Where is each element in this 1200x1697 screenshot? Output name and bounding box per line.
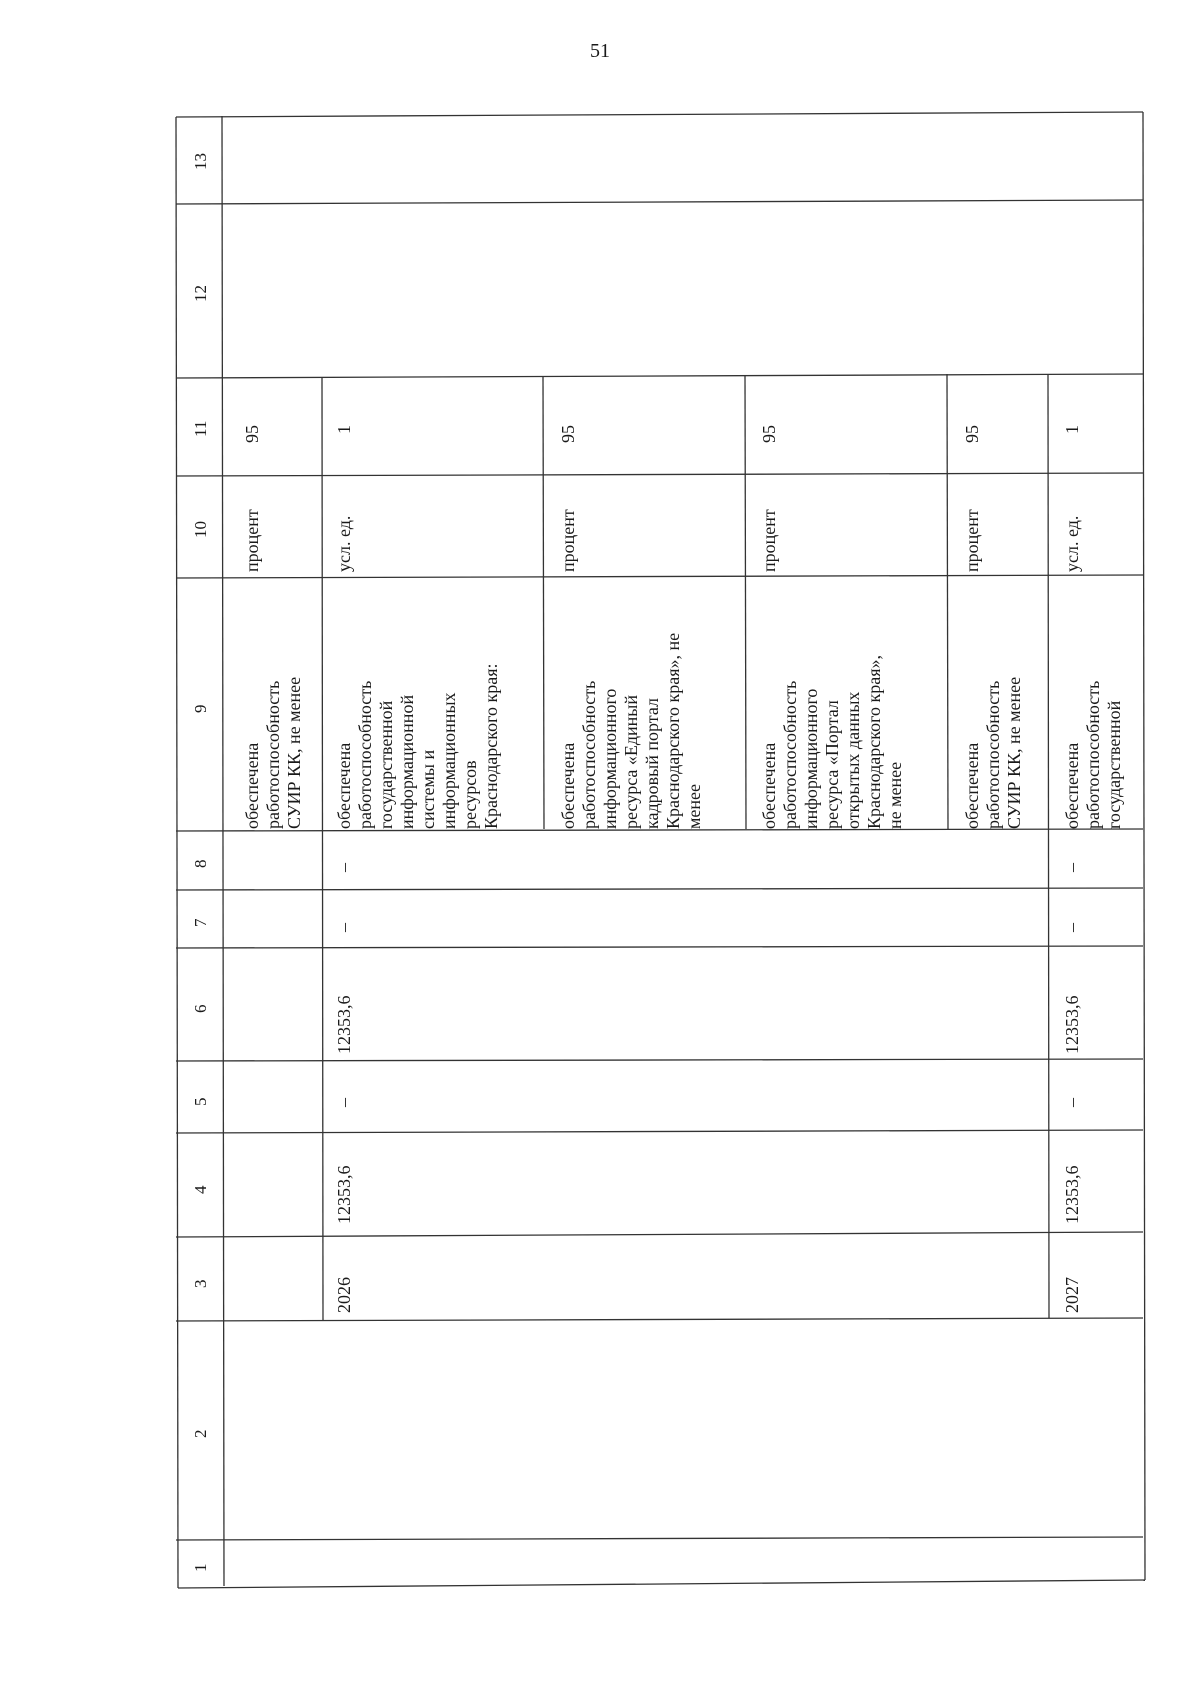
year-cell: 2027: [1062, 1277, 1082, 1313]
indicator-line: работоспособность: [1083, 680, 1103, 829]
header-col-9: 9: [191, 704, 210, 713]
page-number: 51: [590, 40, 610, 62]
indicator-line: информационной: [397, 694, 417, 829]
header-col-2: 2: [191, 1429, 210, 1438]
amount-col6: 12353,6: [1062, 995, 1082, 1054]
indicator-line: информационного: [801, 688, 821, 829]
value-cell: 95: [558, 425, 578, 443]
indicator-line: системы и: [418, 749, 438, 829]
indicator-line: Краснодарского края», не: [663, 632, 683, 829]
value-cell: 1: [334, 425, 354, 434]
indicator-line: Краснодарского края»,: [864, 654, 884, 829]
indicator-line: открытых данных: [843, 691, 863, 829]
amount-col6: 12353,6: [334, 995, 354, 1054]
indicator-line: менее: [684, 784, 704, 829]
indicator-line: информационных: [439, 692, 459, 829]
indicator-line: обеспечена: [1062, 742, 1082, 829]
value-cell: 95: [242, 425, 262, 443]
header-col-7: 7: [191, 918, 210, 927]
indicator-line: СУИР КК, не менее: [284, 676, 304, 829]
amount-col5: –: [1062, 1098, 1082, 1107]
value-cell: 95: [759, 425, 779, 443]
value-cell: 95: [962, 425, 982, 443]
header-col-12: 12: [191, 285, 210, 302]
amount-col4: 12353,6: [334, 1165, 354, 1224]
indicator-line: обеспечена: [759, 742, 779, 829]
indicator-line: кадровый портал: [642, 698, 662, 829]
amount-col5: –: [334, 1098, 354, 1107]
header-col-10: 10: [191, 521, 210, 538]
amount-col8: –: [1062, 863, 1082, 872]
value-cell: 1: [1062, 425, 1082, 434]
header-col-13: 13: [191, 153, 210, 170]
header-col-6: 6: [191, 1004, 210, 1013]
indicator-line: СУИР КК, не менее: [1004, 676, 1024, 829]
indicator-line: работоспособность: [983, 680, 1003, 829]
header-col-8: 8: [191, 859, 210, 868]
header-col-4: 4: [191, 1185, 210, 1194]
amount-col7: –: [1062, 923, 1082, 932]
header-col-1: 1: [191, 1563, 210, 1572]
indicator-line: обеспечена: [558, 742, 578, 829]
indicator-line: информационного: [600, 688, 620, 829]
indicator-line: не менее: [885, 761, 905, 829]
unit-cell: процент: [558, 509, 578, 572]
indicator-line: ресурса «Портал: [822, 700, 842, 829]
indicator-line: работоспособность: [263, 680, 283, 829]
unit-cell: процент: [242, 509, 262, 572]
header-col-11: 11: [191, 420, 210, 437]
header-col-3: 3: [191, 1279, 210, 1288]
indicator-line: обеспечена: [334, 742, 354, 829]
indicator-line: государственной: [376, 700, 396, 829]
header-col-5: 5: [191, 1097, 210, 1106]
year-cell: 2026: [334, 1277, 354, 1313]
indicator-line: государственной: [1104, 700, 1124, 829]
indicator-line: обеспечена: [242, 742, 262, 829]
indicator-line: работоспособность: [579, 680, 599, 829]
indicator-line: работоспособность: [355, 680, 375, 829]
unit-cell: процент: [759, 509, 779, 572]
amount-col8: –: [334, 863, 354, 872]
indicator-line: ресурса «Единый: [621, 694, 641, 829]
indicator-line: ресурсов: [460, 760, 480, 829]
indicator-line: Краснодарского края:: [481, 663, 501, 829]
amount-col7: –: [334, 923, 354, 932]
unit-cell: усл. ед.: [1062, 515, 1082, 572]
amount-col4: 12353,6: [1062, 1165, 1082, 1224]
indicator-line: работоспособность: [780, 680, 800, 829]
indicator-line: обеспечена: [962, 742, 982, 829]
unit-cell: процент: [962, 509, 982, 572]
unit-cell: усл. ед.: [334, 515, 354, 572]
